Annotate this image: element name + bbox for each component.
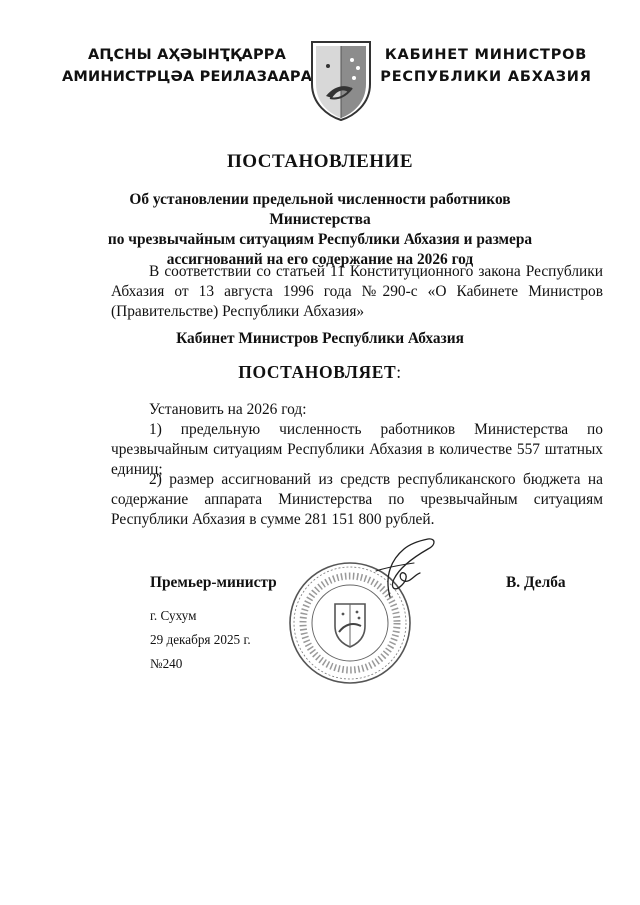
abkhazia-emblem-icon xyxy=(308,38,374,122)
document-city: г. Сухум xyxy=(150,608,197,623)
signatory-name: В. Делба xyxy=(506,574,566,591)
resolves-colon: : xyxy=(396,362,402,382)
subject-line-1: Об установлении предельной численности работников Министерства xyxy=(129,191,511,228)
subject-line-2: по чрезвычайным ситуациям Республики Абхазия и размера xyxy=(107,231,533,248)
document-date: 29 декабря 2025 г. xyxy=(150,632,251,647)
issuer-line: Кабинет Министров Республики Абхазия xyxy=(176,330,464,347)
document-number: №240 xyxy=(150,656,183,671)
handwritten-signature-icon xyxy=(370,535,442,605)
header-left-title xyxy=(62,44,312,88)
item-1-paragraph: 1) предельную численность работников Министерства по чрезвычайным ситуациям Республики Абхазия в количестве 557 штатных единиц; xyxy=(111,421,603,478)
preamble-paragraph: В соответствии со статьей 11 Конституционного закона Республики Абхазия от 13 августа 1996 года №290-с «О Кабинете Министров (Правительстве) Республики Абхазия» xyxy=(111,263,603,320)
signatory-position: Премьер-министр xyxy=(150,574,277,591)
item-2-paragraph: 2) размер ассигнований из средств республиканского бюджета на содержание аппарата Министерства по чрезвычайным ситуациям Республики Абхазия в сумме 281 151 800 рублей. xyxy=(111,471,603,528)
intro-paragraph: Установить на 2026 год: xyxy=(149,401,307,418)
document-title: ПОСТАНОВЛЕНИЕ xyxy=(226,151,414,172)
header-right-line2: РЕСПУБЛИКИ АБХАЗИЯ xyxy=(380,69,592,85)
document-subject xyxy=(100,190,540,270)
header-left-line1: АԤСНЫ АҲӘЫНҬҚАРРА xyxy=(87,47,287,63)
header-right-title xyxy=(372,44,600,88)
header-right-line1: КАБИНЕТ МИНИСТРОВ xyxy=(384,47,588,63)
resolves-word: ПОСТАНОВЛЯЕТ xyxy=(238,362,397,382)
subject-line-3: ассигнований на его содержание на 2026 год xyxy=(166,251,474,268)
header-left-line2: АМИНИСТРЦӘА РЕИЛАЗААРА xyxy=(62,69,313,85)
resolves-heading xyxy=(0,362,640,383)
